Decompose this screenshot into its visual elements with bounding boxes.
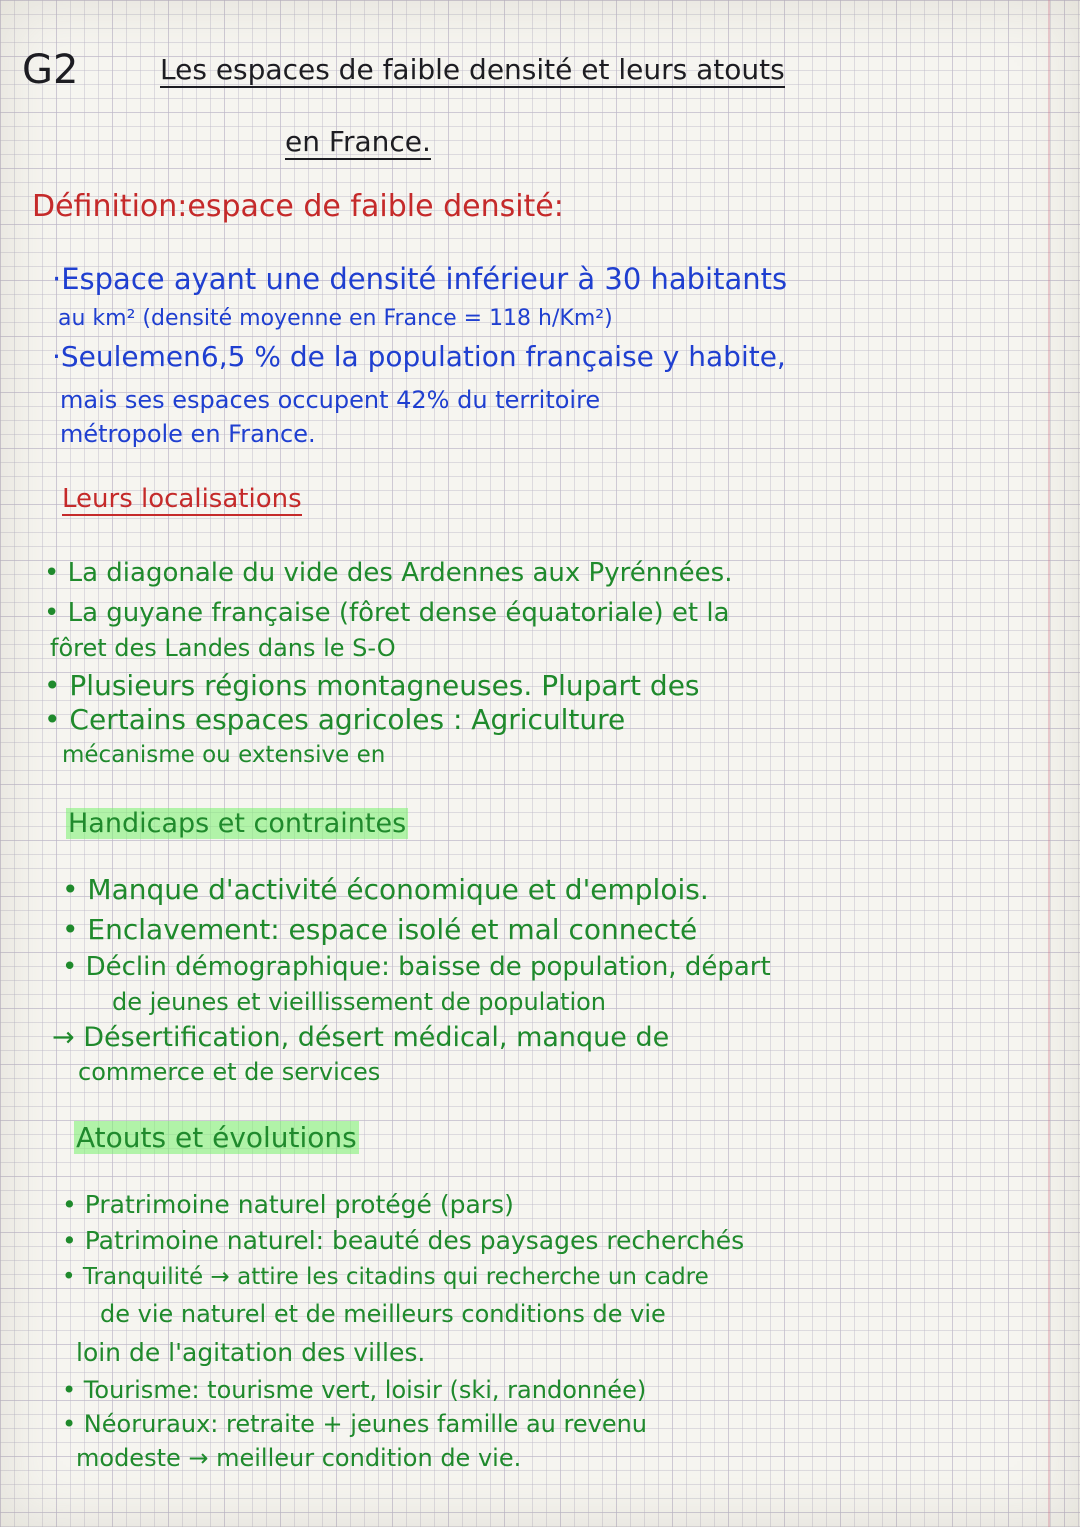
localisation-text: mécanisme ou extensive en [62,742,386,768]
atout-item: • Tranquilité → attire les citadins qui recherche un cadre [62,1264,709,1290]
atout-text: Tourisme: tourisme vert, loisir (ski, randonnée) [83,1376,647,1404]
atout-item: • Tourisme: tourisme vert, loisir (ski, randonnée) [62,1376,647,1404]
definition-line: ·Seulemen6,5 % de la population française y habite, [52,340,786,373]
atout-text: Tranquilité → attire les citadins qui recherche un cadre [82,1264,709,1290]
lesson-code: G2 [22,47,79,93]
handicap-item: • Déclin démographique: baisse de population, départ [62,952,771,982]
handicaps-heading [66,810,408,837]
atout-text: Néoruraux: retraite + jeunes famille au revenu [83,1410,648,1438]
atout-text: Pratrimoine naturel protégé (pars) [84,1190,514,1219]
page-title-line1: Les espaces de faible densité et leurs atouts [160,53,785,86]
definition-line: mais ses espaces occupent 42% du territoire [60,386,601,414]
handicap-text: commerce et de services [78,1058,381,1086]
handicap-item: → Désertification, désert médical, manque de [52,1022,670,1053]
definition-heading: Définition:espace de faible densité: [32,189,564,224]
atouts-heading [74,1121,359,1154]
localisation-text: La diagonale du vide des Ardennes aux Pyrénnées. [67,558,733,588]
handicap-item: • Enclavement: espace isolé et mal connecté [62,913,698,946]
atout-text: de vie naturel et de meilleurs conditions de vie [100,1300,666,1328]
definition-line: ·Espace ayant une densité inférieur à 30 habitants [52,262,788,296]
atout-item: • Patrimoine naturel: beauté des paysages recherchés [62,1226,745,1255]
localisations-heading: Leurs localisations [62,484,302,514]
localisation-item: • La guyane française (fôret dense équatoriale) et la [44,598,730,628]
handicap-text: Désertification, désert médical, manque de [83,1022,670,1053]
page-title-line2: en France. [285,125,431,158]
localisation-text: fôret des Landes dans le S-O [50,634,396,662]
definition-line: métropole en France. [60,420,316,448]
handicap-text: Enclavement: espace isolé et mal connecté [87,913,698,946]
handicap-text: Manque d'activité économique et d'emplois. [87,873,709,906]
handicaps-heading-text: Handicaps et contraintes [68,808,407,839]
definition-line: au km² (densité moyenne en France = 118 h/Km²) [58,306,613,331]
margin-line [1048,0,1050,1527]
localisation-text: Certains espaces agricoles : Agriculture [69,703,626,736]
handicap-text: de jeunes et vieillissement de population [112,988,607,1016]
localisation-text: La guyane française (fôret dense équatoriale) et la [67,598,730,628]
atout-text: modeste → meilleur condition de vie. [76,1444,522,1472]
atout-text: loin de l'agitation des villes. [76,1338,426,1367]
atout-item: • Pratrimoine naturel protégé (pars) [62,1190,514,1219]
atouts-heading-text: Atouts et évolutions [76,1121,357,1154]
localisation-item: • La diagonale du vide des Ardennes aux Pyrénnées. [44,558,733,588]
localisation-item: • Certains espaces agricoles : Agriculture [44,703,626,736]
handicap-text: Déclin démographique: baisse de population, départ [85,952,771,982]
atout-text: Patrimoine naturel: beauté des paysages recherchés [84,1226,745,1255]
atout-item: • Néoruraux: retraite + jeunes famille au revenu [62,1410,648,1438]
localisation-text: Plusieurs régions montagneuses. Plupart des [69,669,700,702]
localisation-item: • Plusieurs régions montagneuses. Plupart des [44,669,700,702]
handicap-item: • Manque d'activité économique et d'emplois. [62,873,709,906]
